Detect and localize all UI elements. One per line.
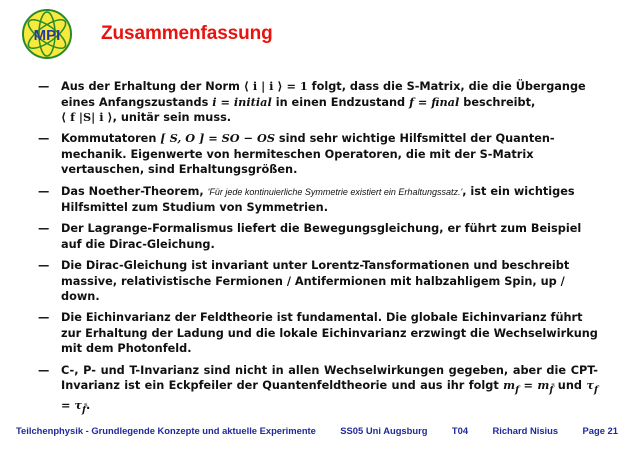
text: folgt, dass die S-Matrix, die die Übergange eines Anfangszustands	[61, 80, 586, 109]
bullet-dash: —	[38, 184, 50, 198]
footer-term: SS05 Uni Augsburg	[340, 425, 428, 436]
bullet-dash: —	[38, 311, 50, 325]
math	[503, 378, 554, 396]
math-tau: τ	[586, 378, 594, 393]
bullet-dash: —	[38, 80, 50, 93]
footer-page: Page 21	[582, 425, 618, 436]
math-sub: f̄	[549, 384, 554, 396]
math-sub: f	[515, 384, 520, 396]
math-eq: = m	[519, 378, 550, 393]
text: Die Eichinvarianz der Feldtheorie ist fundamental. Die globale Eichinvarianz führt zur Erhaltung der Ladung und die lokale Eichinvarianz erzwingt die Wechselwirkung mit dem Photonfeld.	[61, 311, 598, 356]
math-sub: f	[593, 384, 598, 396]
text: sind sehr wichtige Hilfsmittel der Quanten-mechanik. Eigenwerte von hermiteschen Operatoren, die mit der S-Matrix vertauschen, sind Erhaltungsgrößen.	[61, 132, 555, 177]
text: Der Lagrange-Formalismus liefert die Bewegungsgleichung, er führt zum Beispiel auf die Dirac-Gleichung.	[61, 222, 582, 251]
text: und	[553, 379, 587, 393]
footer-chapter: T04	[451, 425, 469, 436]
logo-text: MPI	[33, 27, 61, 44]
list-item	[38, 258, 598, 305]
text: Die Dirac-Gleichung ist invariant unter Lorentz-Tansformationen und beschreibt massive, relativistische Fermionen / Antifermionen mit halbzahligem Spin, up / down.	[61, 258, 570, 304]
math-sub: f̄	[82, 404, 87, 416]
text: Das Noether-Theorem,	[61, 184, 208, 198]
list-item	[38, 184, 598, 216]
quote: 'Für jede kontinuierliche Symmetrie existiert ein Erhaltungssatz.'	[207, 186, 463, 197]
text: .	[86, 398, 91, 412]
math: ⟨ f |S| i ⟩	[61, 110, 113, 125]
mpi-logo	[21, 8, 73, 60]
footer	[16, 425, 618, 436]
bullet-dash: —	[38, 363, 50, 377]
page-title: Zusammenfassung	[101, 23, 273, 44]
text: , unitär sein muss.	[112, 111, 232, 125]
math: i = initial	[212, 94, 272, 109]
bullet-dash: —	[38, 258, 50, 272]
text: in einen Endzustand	[271, 95, 410, 109]
math-m: m	[503, 378, 516, 393]
math-eq: = τ	[61, 397, 82, 412]
math: ⟨ i | i ⟩ = 1	[243, 79, 308, 93]
text: beschreibt,	[459, 95, 536, 109]
math: f = final	[409, 94, 460, 109]
list-item	[38, 310, 598, 357]
list-item	[38, 363, 598, 418]
list-item	[38, 221, 598, 252]
footer-course: Teilchenphysik - Grundlegende Konzepte und aktuelle Experimente	[16, 425, 316, 436]
text: Aus der Erhaltung der Norm	[61, 80, 244, 93]
bullet-dash: —	[38, 222, 50, 236]
summary-list	[38, 79, 598, 423]
footer-author: Richard Nisius	[492, 425, 559, 436]
list-item	[38, 131, 598, 178]
text: Kommutatoren	[61, 132, 161, 146]
list-item	[38, 79, 598, 126]
text: C-, P- und T-Invarianz sind nicht in allen Wechselwirkungen gegeben, aber die CPT-Invarianz ist ein Eckpfeiler der Quantenfeldtheorie und aus ihr folgt	[61, 363, 598, 393]
bullet-dash: —	[38, 132, 50, 146]
math: [ S, O ] = SO − OS	[160, 131, 275, 146]
text: , ist ein wichtiges Hilfsmittel zum Studium von Symmetrien.	[61, 184, 575, 215]
